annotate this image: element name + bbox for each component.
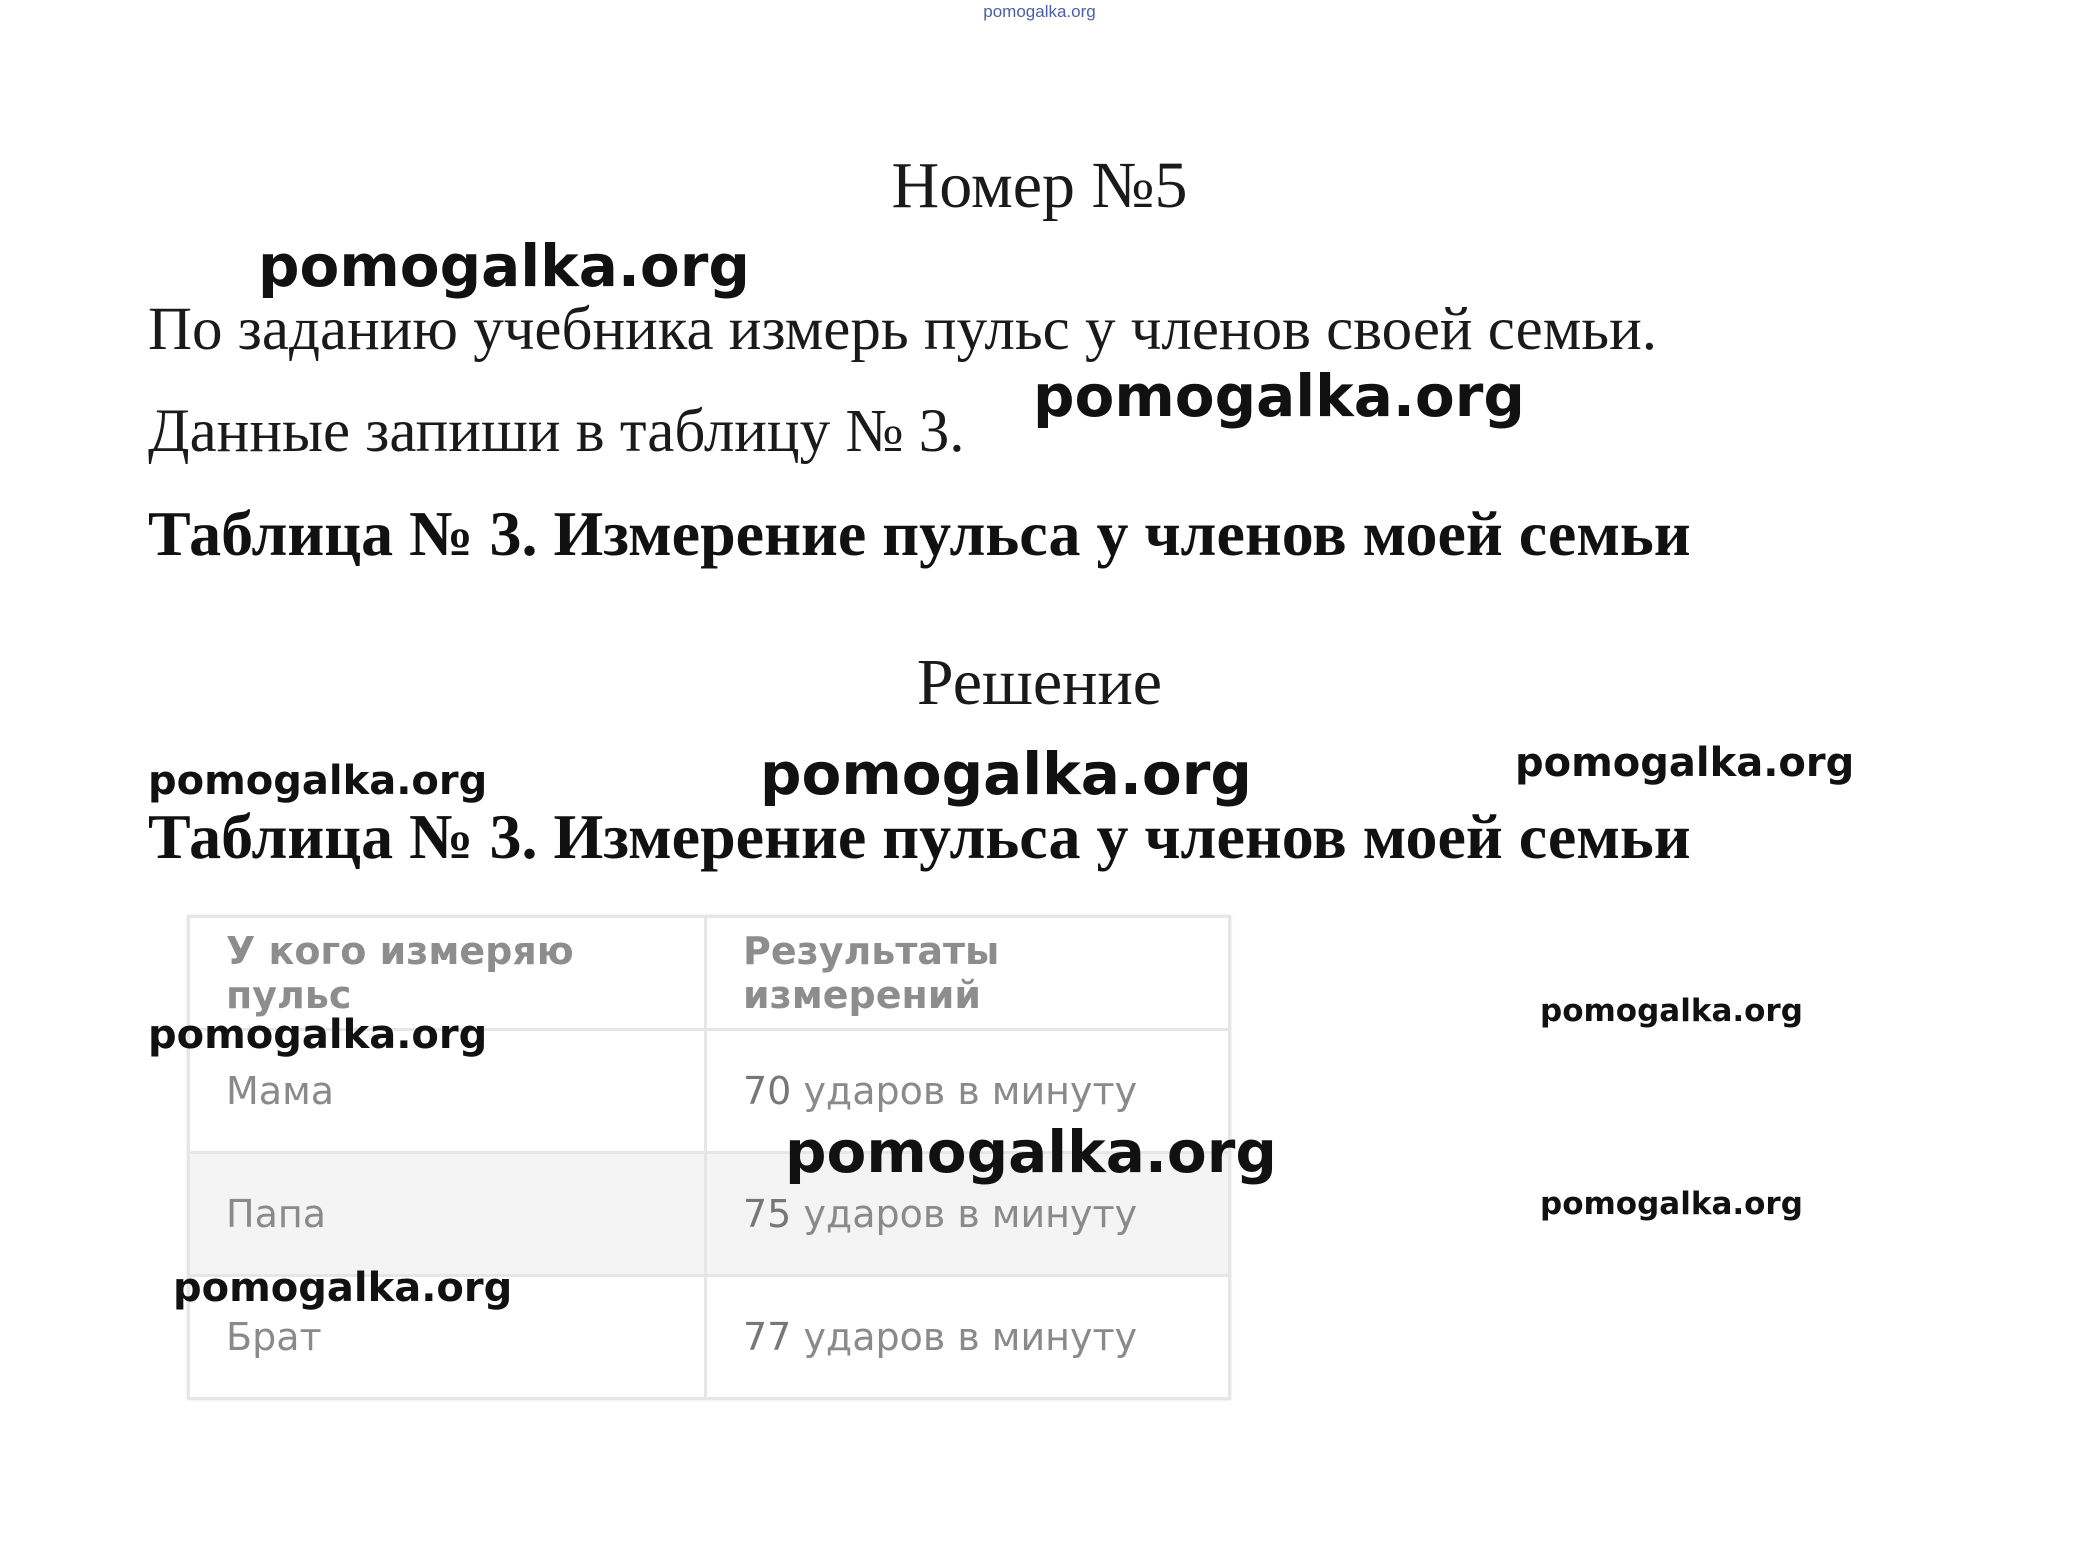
watermark: pomogalka.org <box>258 232 750 300</box>
watermark: pomogalka.org <box>760 740 1252 808</box>
watermark: pomogalka.org <box>1033 362 1525 430</box>
header-results: Результаты измерений <box>706 917 1230 1030</box>
cell-result <box>706 1276 1230 1399</box>
header-who: У кого измеряю пульс <box>189 917 706 1030</box>
watermark: pomogalka.org <box>148 1012 488 1058</box>
watermark: pomogalka.org <box>1540 993 1803 1029</box>
watermark: pomogalka.org <box>148 758 488 804</box>
solution-heading: Решение <box>916 646 1163 719</box>
table-caption-task: Таблица № 3. Измерение пульса у членов моей семьи <box>148 498 1691 569</box>
cell-who: Мама <box>189 1030 706 1153</box>
cell-who: Брат <box>189 1276 706 1399</box>
result-value: 77 <box>743 1315 792 1359</box>
watermark: pomogalka.org <box>173 1265 513 1311</box>
watermark: pomogalka.org <box>1515 740 1855 786</box>
result-value: 70 <box>743 1069 792 1113</box>
watermark: pomogalka.org <box>785 1118 1277 1186</box>
watermark: pomogalka.org <box>1540 1186 1803 1222</box>
result-unit: ударов в минуту <box>791 1192 1138 1236</box>
page-title: Номер №5 <box>891 149 1188 222</box>
task-text-line-1: По заданию учебника измерь пульс у членов своей семьи. <box>148 296 1658 363</box>
table-caption-solution: Таблица № 3. Измерение пульса у членов моей семьи <box>148 801 1691 872</box>
result-value: 75 <box>743 1192 792 1236</box>
result-unit: ударов в минуту <box>791 1069 1138 1113</box>
cell-who: Папа <box>189 1153 706 1276</box>
result-unit: ударов в минуту <box>791 1315 1138 1359</box>
task-text-line-2: Данные запиши в таблицу № 3. <box>148 398 965 465</box>
top-watermark: pomogalka.org <box>983 2 1096 21</box>
